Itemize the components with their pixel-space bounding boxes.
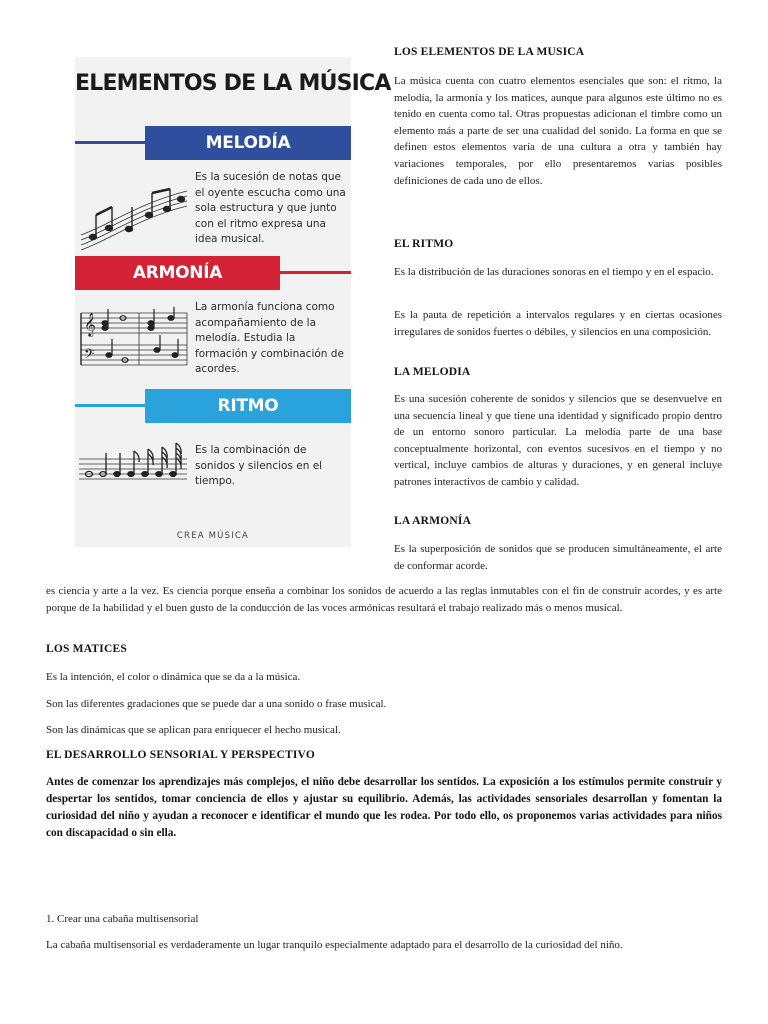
heading-matices: LOS MATICES (46, 643, 127, 655)
svg-text:𝄢: 𝄢 (84, 346, 95, 365)
harmony-staff-icon (79, 307, 191, 373)
music-elements-infographic (75, 57, 391, 547)
heading-armonia: LA ARMONÍA (394, 515, 472, 527)
melodia-label: MELODÍA (145, 126, 351, 160)
ritmo-text: Es la combinación de sonidos y silencios en el tiempo. (195, 444, 323, 487)
paragraph-ritmo-1: Es la distribución de las duraciones sonoras en el tiempo y en el espacio. (394, 266, 714, 278)
paragraph-elementos: La música cuenta con cuatro elementos esenciales que son: el ritmo, la melodía, la armonía y los matices, aunque para algunos este último no es tenido en cuenta como tal. Otras propuestas adicionan el timbre como un elemento más a parte de ser una cualidad del sonido. La forma en que se definen estos elementos varía de una cultura a otra y también hay variaciones temporales, por ello presentaremos varias posibles definiciones de cada uno de ellos. (394, 75, 722, 187)
paragraph-armonia: Es la superposición de sonidos que se producen simultáneamente, el arte de conformar acorde. (394, 543, 722, 572)
heading-melodia: LA MELODIA (394, 366, 471, 378)
infographic-title: ELEMENTOS DE LA MÚSICA (75, 71, 391, 96)
melodia-text: Es la sucesión de notas que el oyente escucha como una sola estructura y que junto con el ritmo expresa una idea musical. (195, 171, 346, 245)
armonia-label: ARMONÍA (75, 256, 280, 290)
rhythm-notes-icon (79, 437, 191, 493)
heading-ritmo: EL RITMO (394, 238, 454, 250)
paragraph-armonia-continued: es ciencia y arte a la vez. Es ciencia porque enseña a combinar los sonidos de acuerdo a las reglas inmutables con el fin de construir acordes, y es arte porque de la habilidad y el buen gusto de la conducción de las voces armónicas resultará el trabajo realizado más o menos musical. (46, 585, 722, 614)
ritmo-label: RITMO (145, 389, 351, 423)
paragraph-matices-3: Son las dinámicas que se aplican para enriquecer el hecho musical. (46, 724, 341, 736)
paragraph-melodia: Es una sucesión coherente de sonidos y silencios que se desenvuelve en una secuencia lineal y que tiene una identidad y significado propio dentro de un entorno sonoro particular. La melodía parte de una base conceptualmente horizontal, con eventos sucesivos en el tiempo y no vertical, incluye cambios de alturas y duraciones, y en general incluye patrones interactivos de cambio y calidad. (394, 393, 722, 488)
infographic-credit: CREA MÚSICA (176, 531, 250, 541)
paragraph-matices-2: Son las diferentes gradaciones que se puede dar a una sonido o frase musical. (46, 698, 387, 710)
melody-notes-icon (79, 185, 191, 251)
paragraph-matices-1: Es la intención, el color o dinámica que se da a la música. (46, 671, 301, 683)
paragraph-desarrollo: Antes de comenzar los aprendizajes más complejos, el niño debe desarrollar los sentidos. La exposición a los estímulos permite construir y despertar los sentidos, tomar conciencia de ellos y ajustar su equilibrio. Además, las actividades sensoriales desarrollan y fomentan la curiosidad del niño y ayudan a reconocer e identificar el mundo que les rodea. Por todo ello, os proponemos varias actividades para niños con discapacidad o sin ella. (46, 776, 722, 839)
heading-elementos: LOS ELEMENTOS DE LA MUSICA (394, 46, 585, 58)
list-item-1-title: 1. Crear una cabaña multisensorial (46, 913, 199, 925)
paragraph-ritmo-2: Es la pauta de repetición a intervalos regulares y en ciertas ocasiones irregulares de sonidos fuertes o débiles, y silencios en una composición. (394, 309, 722, 338)
paragraph-item-1: La cabaña multisensorial es verdaderamente un lugar tranquilo especialmente adaptado para el desarrollo de la curiosidad del niño. (46, 939, 623, 951)
armonia-text: La armonía funciona como acompañamiento de la melodía. Estudia la formación y combinación de acordes. (195, 301, 344, 375)
svg-text:𝄞: 𝄞 (84, 312, 96, 336)
heading-desarrollo: EL DESARROLLO SENSORIAL Y PERSPECTIVO (46, 749, 315, 761)
